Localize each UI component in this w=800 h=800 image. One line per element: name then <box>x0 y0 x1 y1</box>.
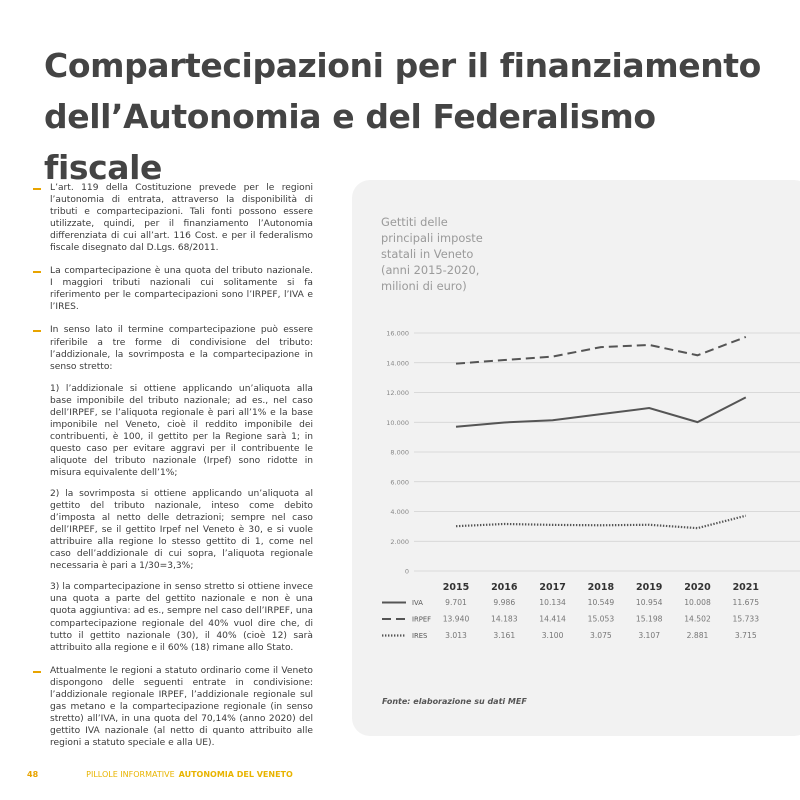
bullet-item <box>33 324 313 653</box>
legend-label: IVA <box>412 599 423 607</box>
sub-paragraph: 2) la sovrimposta si ottiene applicando un’aliquota al gettito del tributo nazionale, inteso come debito d’imposta al netto delle detrazioni; sempre nel caso dell’IRPEF, se il gettito Irpef nel Veneto è 30, e si vuole attribuire alla regione lo stesso gettito di 1, come nel caso dell’addizionale di cui sopra, l’aliquota regionale necessaria è pari a 1/30=3,3%; <box>50 489 313 572</box>
data-label: 10.134 <box>539 598 566 607</box>
data-label: 3.013 <box>445 631 467 640</box>
footer-brand: AUTONOMIA DEL VENETO <box>178 770 293 779</box>
bullet-list <box>33 182 313 760</box>
y-tick-label: 2.000 <box>390 537 409 546</box>
x-tick-label: 2021 <box>732 582 760 593</box>
x-tick-label: 2017 <box>539 582 566 593</box>
x-tick-label: 2018 <box>587 582 615 593</box>
data-label: 13.940 <box>442 614 470 624</box>
footer-label: PILLOLE INFORMATIVE <box>86 770 175 779</box>
data-label: 10.549 <box>587 598 615 607</box>
data-label: 10.008 <box>684 598 711 607</box>
data-label: 15.733 <box>732 614 760 624</box>
bullet-item <box>33 182 313 254</box>
chart-title: Gettiti delle principali imposte statali in Veneto (anni 2015-2020, milioni di euro) <box>381 215 483 293</box>
x-tick-label: 2020 <box>684 582 711 593</box>
data-label: 14.414 <box>539 614 566 624</box>
x-tick-label: 2016 <box>491 582 518 593</box>
data-label: 3.107 <box>638 631 661 640</box>
data-label: 2.881 <box>686 631 709 640</box>
series-line-ires <box>456 516 746 528</box>
x-tick-label: 2015 <box>442 582 470 593</box>
y-tick-label: 8.000 <box>390 448 409 457</box>
data-label: 3.075 <box>590 631 612 640</box>
series-line-irpef <box>456 337 746 364</box>
y-tick-label: 6.000 <box>390 478 409 487</box>
data-label: 10.954 <box>635 598 663 607</box>
data-label: 3.161 <box>493 631 516 640</box>
legend-label: IRPEF <box>412 615 432 624</box>
y-tick-label: 14.000 <box>386 359 409 368</box>
y-tick-label: 16.000 <box>386 329 409 338</box>
y-tick-label: 0 <box>404 567 409 576</box>
footer <box>27 770 293 779</box>
data-label: 9.701 <box>445 598 467 607</box>
data-label: 14.502 <box>684 614 711 624</box>
x-tick-label: 2019 <box>635 582 663 593</box>
data-label: 14.183 <box>491 614 518 624</box>
y-tick-label: 12.000 <box>386 389 409 397</box>
data-label: 3.100 <box>541 631 564 640</box>
data-label: 9.986 <box>493 598 516 607</box>
bullet-text: La compartecipazione è una quota del tributo nazionale. I maggiori tributi nazionali cui solitamente si fa riferimento per le compartecipazioni sono l’IRPEF, l’IVA e l’IRES. <box>50 266 313 313</box>
page-number: 48 <box>27 770 39 779</box>
title-line-1: Compartecipazioni per il finanziamento <box>44 46 761 85</box>
data-label: 11.675 <box>732 598 760 607</box>
data-label: 15.053 <box>587 614 615 624</box>
bullet-item <box>33 665 313 749</box>
bullet-item <box>33 265 313 313</box>
sub-paragraph: 3) la compartecipazione in senso stretto si ottiene invece una quota a parte del gettito nazionale e non è una quota aggiuntiva: ad es., sempre nel caso dell’IRPEF, una compartecipazione regionale del 40% vuol dire che, di tutto il gettito nazionale (30), il 40% (cioè 12) sarà attribuito alla regione e il 60% (18) rimane allo Stato. <box>50 582 313 653</box>
page-title <box>44 40 764 193</box>
line-chart <box>352 320 800 650</box>
title-line-2: dell’Autonomia e del Federalismo fiscale <box>44 97 656 187</box>
bullet-text: L’art. 119 della Costituzione prevede per le regioni l’autonomia di entrata, attraverso la disponibilità di tributi e compartecipazioni. Tali fonti possono essere utilizzate, quindi, per il finanziamento l’Autonomia differenziata di cui all’art. 116 Cost. e per il federalismo fiscale disegnato dal D.Lgs. 68/2011. <box>50 183 313 254</box>
y-tick-label: 4.000 <box>390 508 409 516</box>
data-label: 3.715 <box>734 631 757 640</box>
sub-paragraph: 1) l’addizionale si ottiene applicando un’aliquota alla base imponibile del tributo nazionale; ad es., nel caso dell’IRPEF, se l’aliquota regionale è pari all’1% e la base imponibile nel Veneto, cioè il reddito imponibile dei contribuenti, è 100, il gettito per la Regione sarà 1; in questo caso per evitare aggravi per il contribuente le aliquote del tributo nazionale (Irpef) sono ridotte in misura equivalente dell’1%; <box>50 383 313 478</box>
data-label: 15.198 <box>635 614 663 624</box>
bullet-text: Attualmente le regioni a statuto ordinario come il Veneto dispongono delle seguenti entrate in condivisione: l’addizionale regionale IRPEF, l’addizionale regionale sul gas metano e la compartecipazione regionale (in senso stretto) all’IVA, in una quota del 70,14% (anno 2020) del gettito IVA nazionale (al netto di quanto attribuito alle regioni a statuto speciale e alla UE). <box>50 665 313 748</box>
legend-label: IRES <box>412 632 428 640</box>
bullet-text: In senso lato il termine compartecipazione può essere riferibile a tre forme di condivisione del tributo: l’addizionale, la sovrimposta e la compartecipazione in senso stretto: <box>50 325 313 372</box>
y-tick-label: 10.000 <box>386 418 409 427</box>
chart-source: Fonte: elaborazione su dati MEF <box>382 697 527 706</box>
